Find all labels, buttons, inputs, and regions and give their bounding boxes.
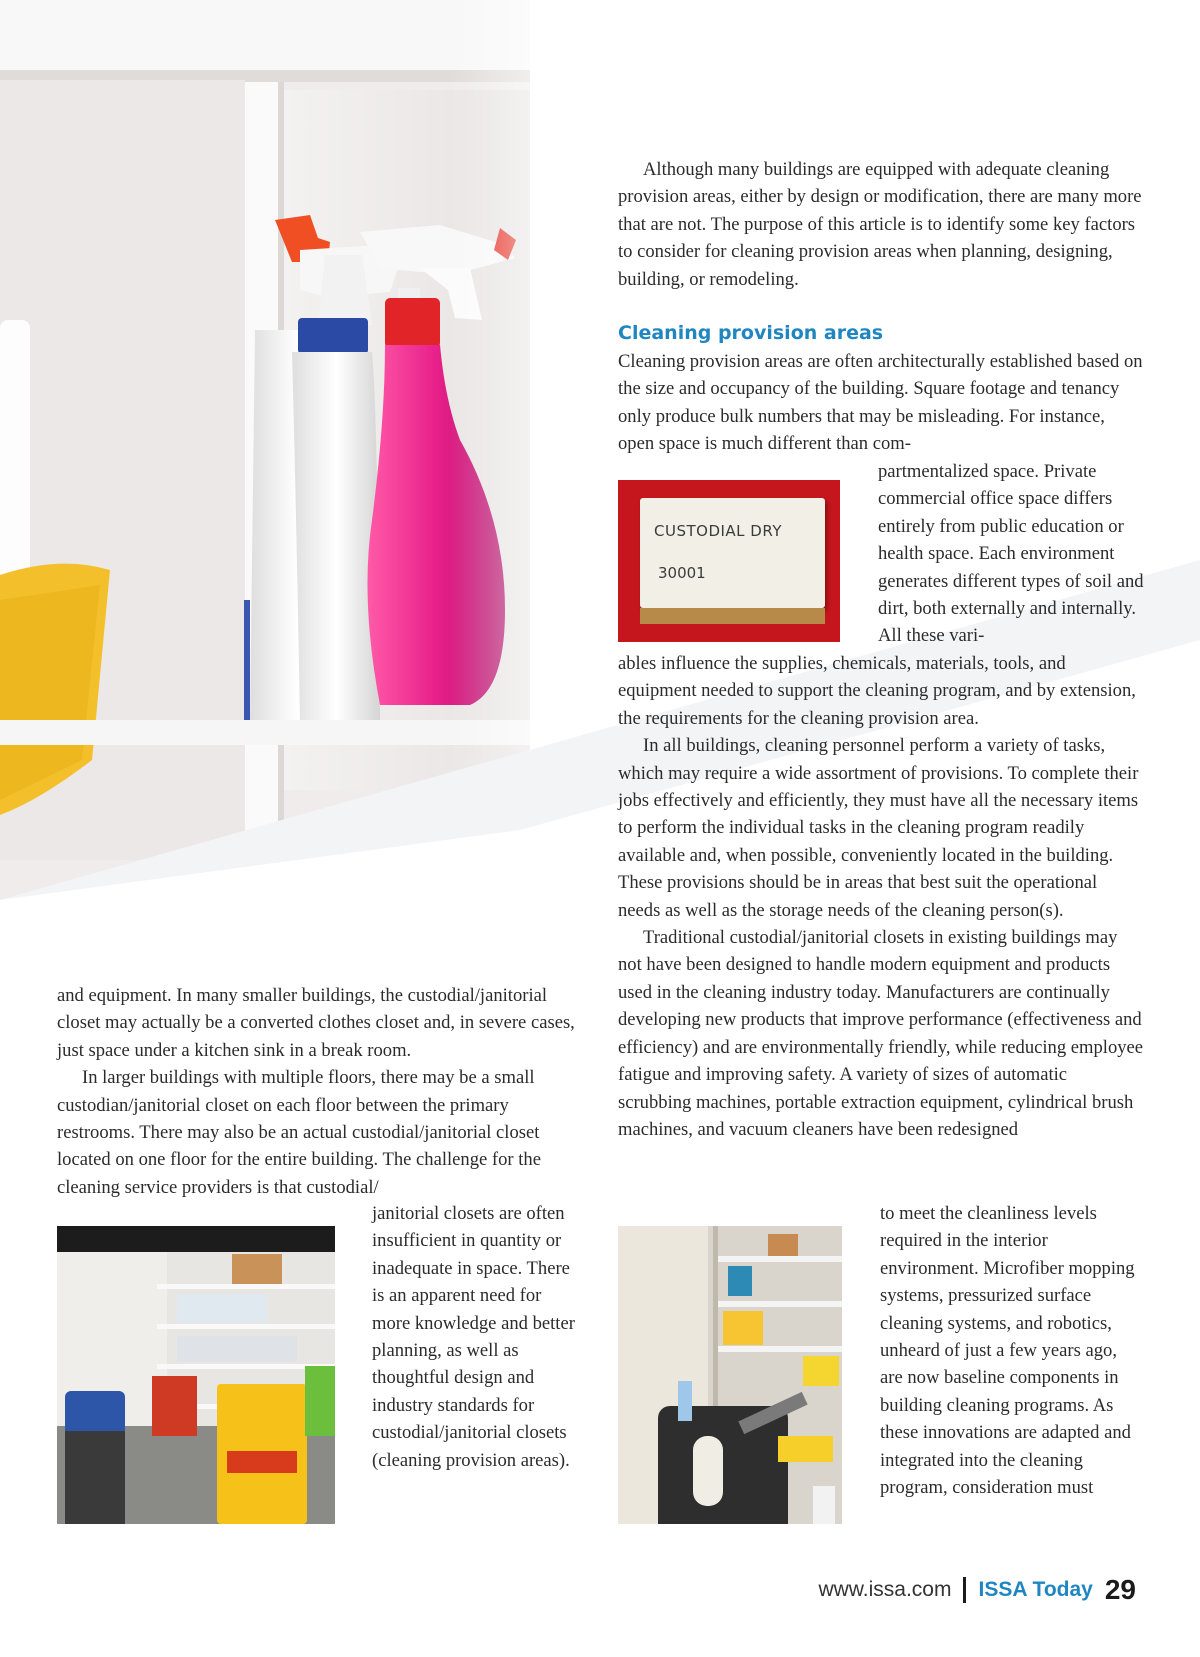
footer-magazine-name: ISSA Today <box>978 1578 1093 1601</box>
right-column-p1b <box>878 458 1144 650</box>
page-footer <box>818 1570 1136 1610</box>
body-paragraph-cont: ables influence the supplies, chemicals, materials, tools, and equipment needed to support the cleaning program, and by extension, the requirements for the cleaning provision area. <box>618 653 1136 729</box>
right-column-intro <box>618 156 1144 293</box>
body-paragraph-3-wrap: to meet the cleanliness levels required in the interior environment. Microfiber mopping systems, pressurized surface cleaning systems, and robotics, unheard of just a few years ago, are now baseline components in building cleaning programs. As these innovations are adapted and integrated into the cleaning program, consideration must <box>880 1203 1135 1499</box>
left-column-wrap <box>372 1200 579 1474</box>
left-column-main <box>57 982 579 1201</box>
section-heading: Cleaning provision areas <box>618 322 884 344</box>
left-paragraph-2: In larger buildings with multiple floors, there may be a small custodian/janitorial closet on each floor between the primary restrooms. There may also be an actual custodial/janitorial closet located on one floor for the entire building. The challenge for the cleaning service providers is that custodial/ <box>57 1067 541 1198</box>
custodial-sign-photo <box>618 480 840 642</box>
janitorial-closet-photo <box>57 1226 335 1524</box>
page-number: 29 <box>1104 1574 1136 1605</box>
sign-line-1: CUSTODIAL DRY <box>654 522 782 540</box>
body-paragraph-3: Traditional custodial/janitorial closets in existing buildings may not have been designed to handle modern equipment and products used in the cleaning industry today. Manufacturers are continually developing new products that improve performance (effectiveness and efficiency) and are environmentally friendly, while reducing employee fatigue and improving safety. A variety of sizes of automatic scrubbing machines, portable extraction equipment, cylindrical brush machines, and vacuum cleaners have been redesigned <box>618 927 1144 1140</box>
right-column-p1a <box>618 348 1144 458</box>
left-paragraph-1: and equipment. In many smaller buildings, the custodial/janitorial closet may actually be a converted clothes closet and, in severe cases, just space under a kitchen sink in a break room. <box>57 985 575 1061</box>
intro-paragraph: Although many buildings are equipped with adequate cleaning provision areas, either by design or modification, there are many more that are not. The purpose of this article is to identify some key factors to consider for cleaning provision areas when planning, designing, building, or remodeling. <box>618 159 1142 290</box>
footer-divider <box>963 1577 966 1603</box>
body-paragraph-wrap: partmentalized space. Private commercial office space differs entirely from public education or health space. Each environment generates different types of soil and dirt, both externally and internally. All these vari- <box>878 461 1144 647</box>
body-paragraph-2: In all buildings, cleaning personnel perform a variety of tasks, which may require a wide assortment of provisions. To complete their jobs effectively and efficiently, they must have all the necessary items to perform the individual tasks in the cleaning program readily available and, when possible, conveniently located in the building. These provisions should be in areas that best suit the operational needs as well as the storage needs of the cleaning person(s). <box>618 735 1139 921</box>
body-paragraph: Cleaning provision areas are often architecturally established based on the size and occupancy of the building. Square footage and tenancy only produce bulk numbers that may be misleading. For instance, open space is much different than com- <box>618 351 1143 455</box>
closet-photo-mops <box>618 1226 842 1524</box>
right-column-main <box>618 650 1144 1143</box>
right-column-p3b <box>880 1200 1144 1501</box>
footer-url[interactable]: www.issa.com <box>818 1578 952 1601</box>
left-paragraph-2-wrap: janitorial closets are often insufficient in quantity or inadequate in space. There is an apparent need for more knowledge and better planning, as well as thoughtful design and industry standards for custodial/janitorial closets (cleaning provision areas). <box>372 1203 575 1471</box>
sign-line-2: 30001 <box>658 564 706 582</box>
